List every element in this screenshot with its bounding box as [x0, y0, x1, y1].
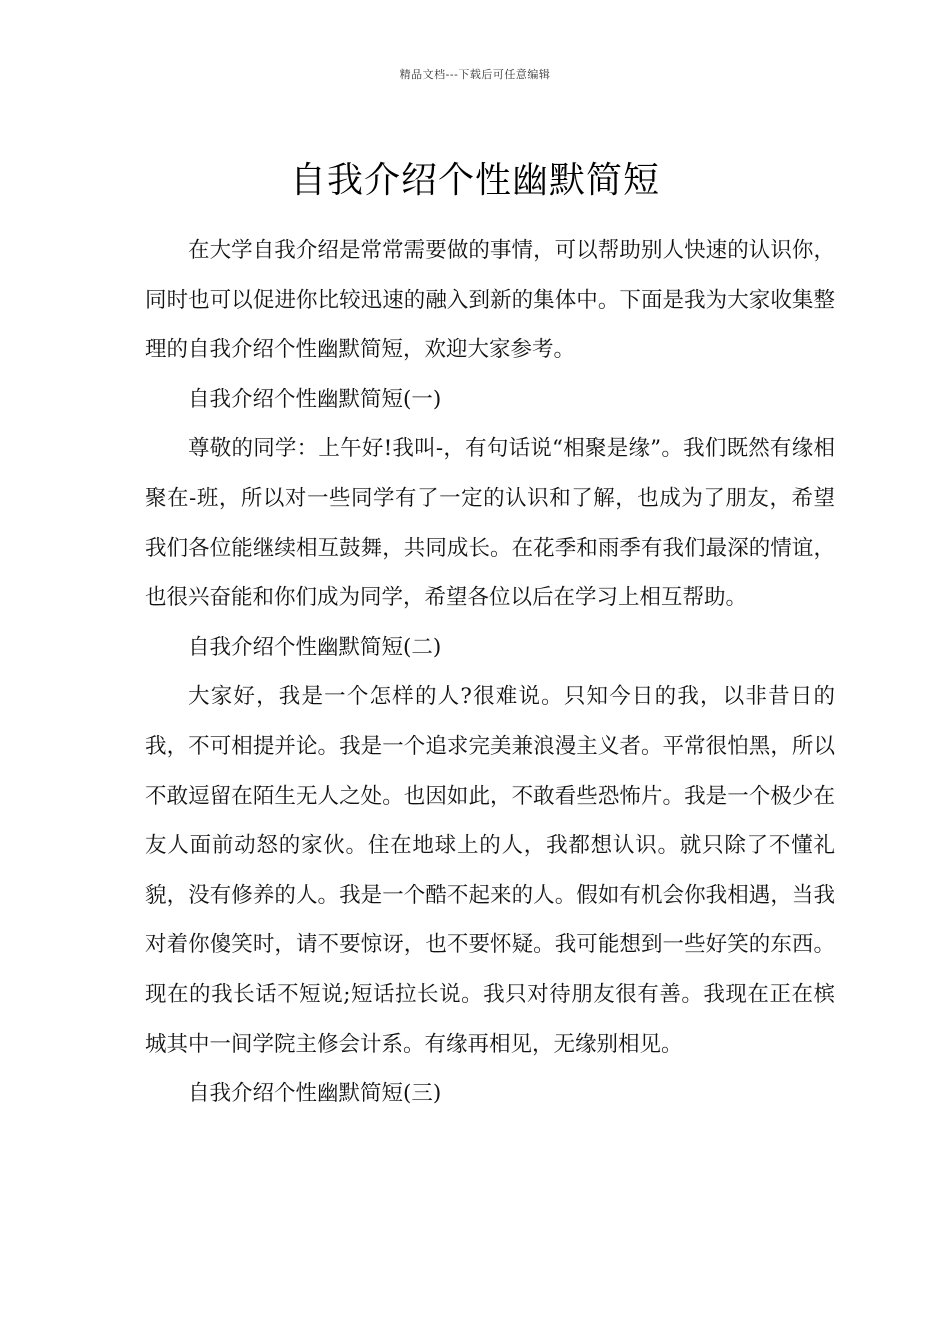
section-heading-2: 自我介绍个性幽默简短(二) — [188, 634, 442, 660]
section-1-paragraph: 尊敬的同学：上午好!我叫-，有句话说“相聚是缘”。我们既然有缘相聚在-班，所以对一些同学有了一定的认识和了解，也成为了朋友，希望我们各位能继续相互鼓舞，共同成长。在花季和雨季有我们最深的情谊，也很兴奋能和你们成为同学，希望各位以后在学习上相互帮助。 — [145, 436, 835, 611]
section-heading-3: 自我介绍个性幽默简短(三) — [188, 1081, 442, 1107]
section-heading-1: 自我介绍个性幽默简短(一) — [188, 386, 442, 412]
section-2-paragraph: 大家好，我是一个怎样的人?很难说。只知今日的我，以非昔日的我，不可相提并论。我是一个追求完美兼浪漫主义者。平常很怕黑，所以不敢逗留在陌生无人之处。也因如此，不敢看些恐怖片。我是一个极少在友人面前动怒的家伙。住在地球上的人，我都想认识。就只除了不懂礼貌，没有修养的人。我是一个酷不起来的人。假如有机会你我相遇，当我对着你傻笑时，请不要惊讶，也不要怀疑。我可能想到一些好笑的东西。现在的我长话不短说;短话拉长说。我只对待朋友很有善。我现在正在槟城其中一间学院主修会计系。有缘再相见，无缘别相见。 — [145, 684, 835, 1057]
document-title: 自我介绍个性幽默简短 — [289, 160, 660, 202]
header-note: 精品文档---下载后可任意编辑 — [399, 68, 551, 81]
document-body — [145, 226, 835, 1119]
intro-paragraph: 在大学自我介绍是常常需要做的事情，可以帮助别人快速的认识你，同时也可以促进你比较迅速的融入到新的集体中。下面是我为大家收集整理的自我介绍个性幽默简短，欢迎大家参考。 — [145, 238, 835, 363]
